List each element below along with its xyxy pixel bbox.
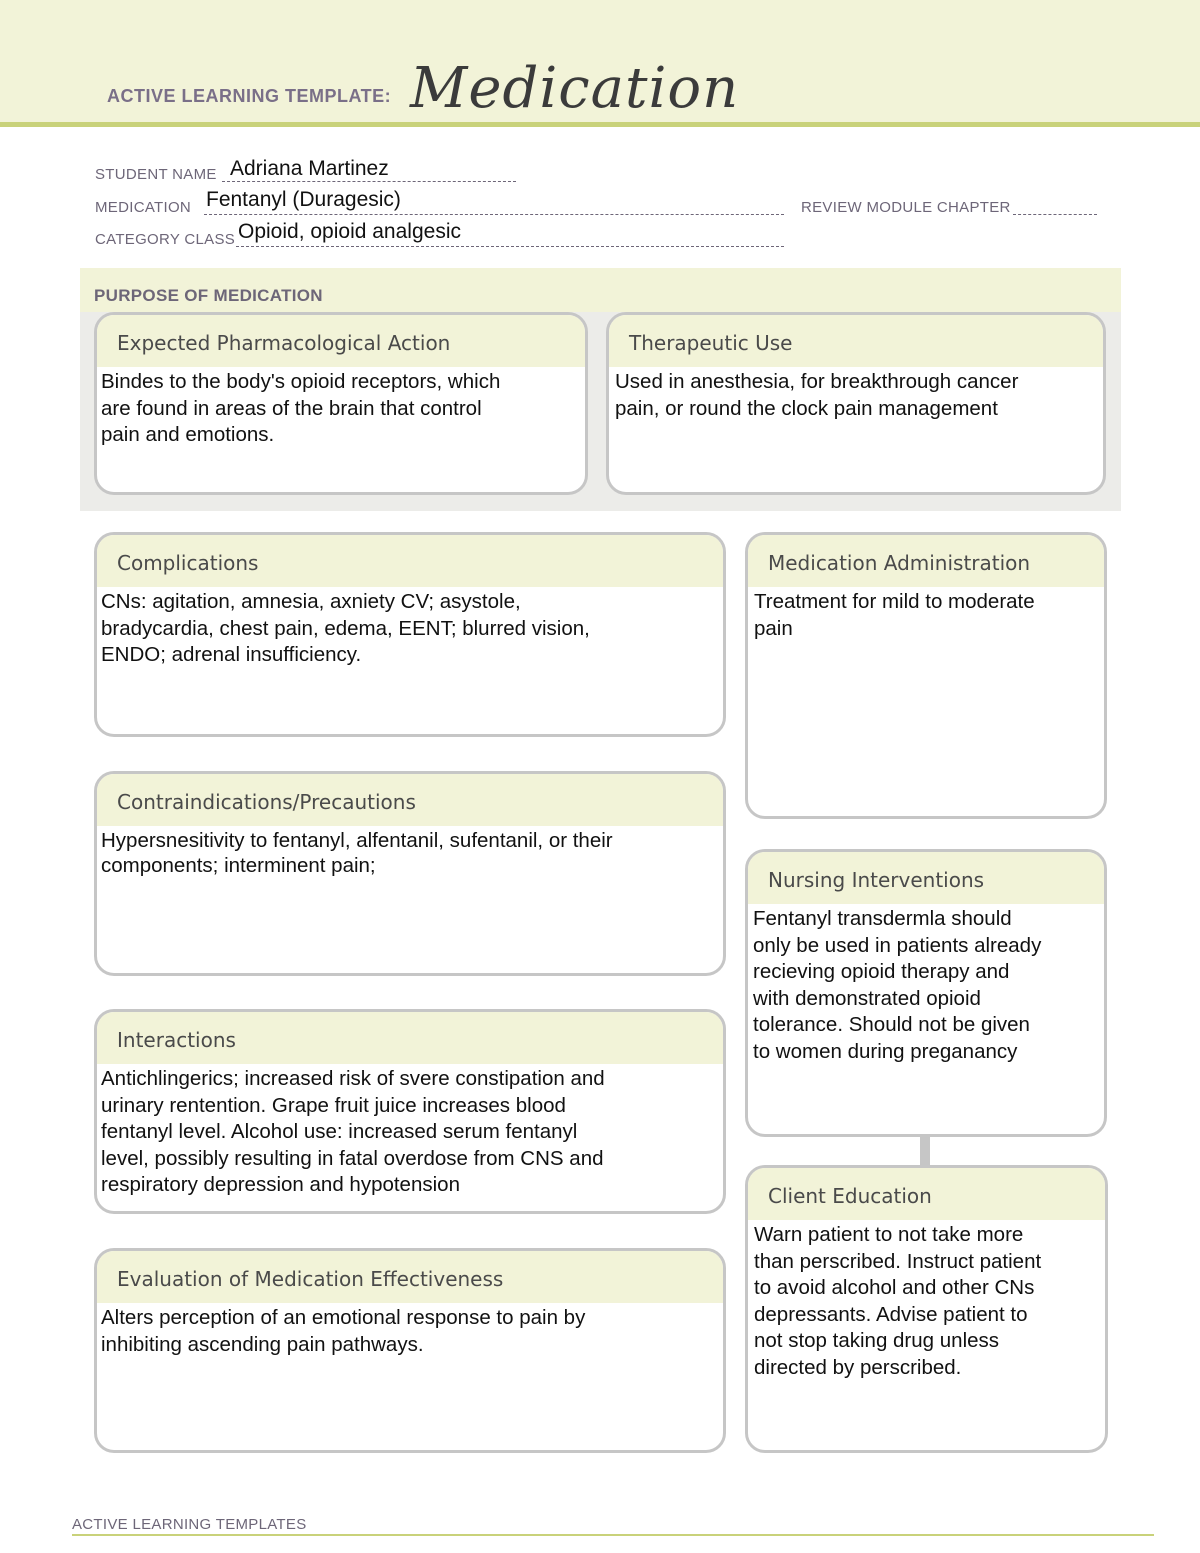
footer-label: ACTIVE LEARNING TEMPLATES [72,1516,307,1533]
expected-action-text[interactable]: Bindes to the body's opioid receptors, which are found in areas of the brain that control pain and emotions. [101,370,501,446]
header-rule [0,122,1200,127]
template-title: Medication [410,56,740,121]
student-name-line [222,181,516,182]
therapeutic-use-box [606,312,1106,495]
template-label: ACTIVE LEARNING TEMPLATE: [107,86,392,106]
medication-administration-box [745,532,1107,819]
category-class-label: CATEGORY CLASS [95,231,236,248]
client-education-text[interactable]: Warn patient to not take more than perscribed. Instruct patient to avoid alcohol and other CNs depressants. Advise patient to not stop taking drug unless directed by perscribed. [754,1223,1042,1379]
therapeutic-use-text[interactable]: Used in anesthesia, for breakthrough cancer pain, or round the clock pain management [615,370,1019,420]
review-module-line [1013,214,1097,215]
medication-line [204,214,784,215]
review-module-label: REVIEW MODULE CHAPTER [801,199,1011,216]
contraindications-title: Contraindications/Precautions [97,774,723,826]
client-education-title: Client Education [748,1168,1105,1220]
complications-text[interactable]: CNs: agitation, amnesia, axniety CV; asystole, bradycardia, chest pain, edema, EENT; blurred vision, ENDO; adrenal insufficiency. [101,590,590,666]
footer-rule [72,1534,1154,1536]
complications-box [94,532,726,737]
nursing-interventions-text[interactable]: Fentanyl transdermla should only be used in patients already recieving opioid therapy and with demonstrated opioid tolerance. Should not be given to women during preganancy [753,907,1042,1063]
medication-administration-title: Medication Administration [748,535,1104,587]
expected-action-title: Expected Pharmacological Action [97,315,585,367]
nursing-education-connector [920,1136,930,1166]
student-name-label: STUDENT NAME [95,166,217,183]
medication-value[interactable]: Fentanyl (Duragesic) [206,188,401,211]
contraindications-text[interactable]: Hypersnesitivity to fentanyl, alfentanil, sufentanil, or their components; interminent pain; [101,829,613,877]
nursing-interventions-title: Nursing Interventions [748,852,1104,904]
complications-title: Complications [97,535,723,587]
purpose-section-label: PURPOSE OF MEDICATION [94,286,323,305]
student-name-value[interactable]: Adriana Martinez [230,157,389,180]
contraindications-box [94,771,726,976]
medication-administration-text[interactable]: Treatment for mild to moderate pain [754,590,1035,640]
category-class-line [236,246,784,247]
interactions-box [94,1009,726,1214]
client-education-box [745,1165,1108,1453]
nursing-interventions-box [745,849,1107,1137]
evaluation-title: Evaluation of Medication Effectiveness [97,1251,723,1303]
medication-label: MEDICATION [95,199,192,216]
expected-action-box [94,312,588,495]
interactions-text[interactable]: Antichlingerics; increased risk of svere constipation and urinary rentention. Grape fruit juice increases blood fentanyl level. Alcohol use: increased serum fentanyl level, possibly resulting in fatal overdose from CNS and respiratory depression and hypotension [101,1067,605,1196]
interactions-title: Interactions [97,1012,723,1064]
evaluation-text[interactable]: Alters perception of an emotional response to pain by inhibiting ascending pain pathways. [101,1306,586,1356]
category-class-value[interactable]: Opioid, opioid analgesic [238,220,461,243]
evaluation-box [94,1248,726,1453]
therapeutic-use-title: Therapeutic Use [609,315,1103,367]
